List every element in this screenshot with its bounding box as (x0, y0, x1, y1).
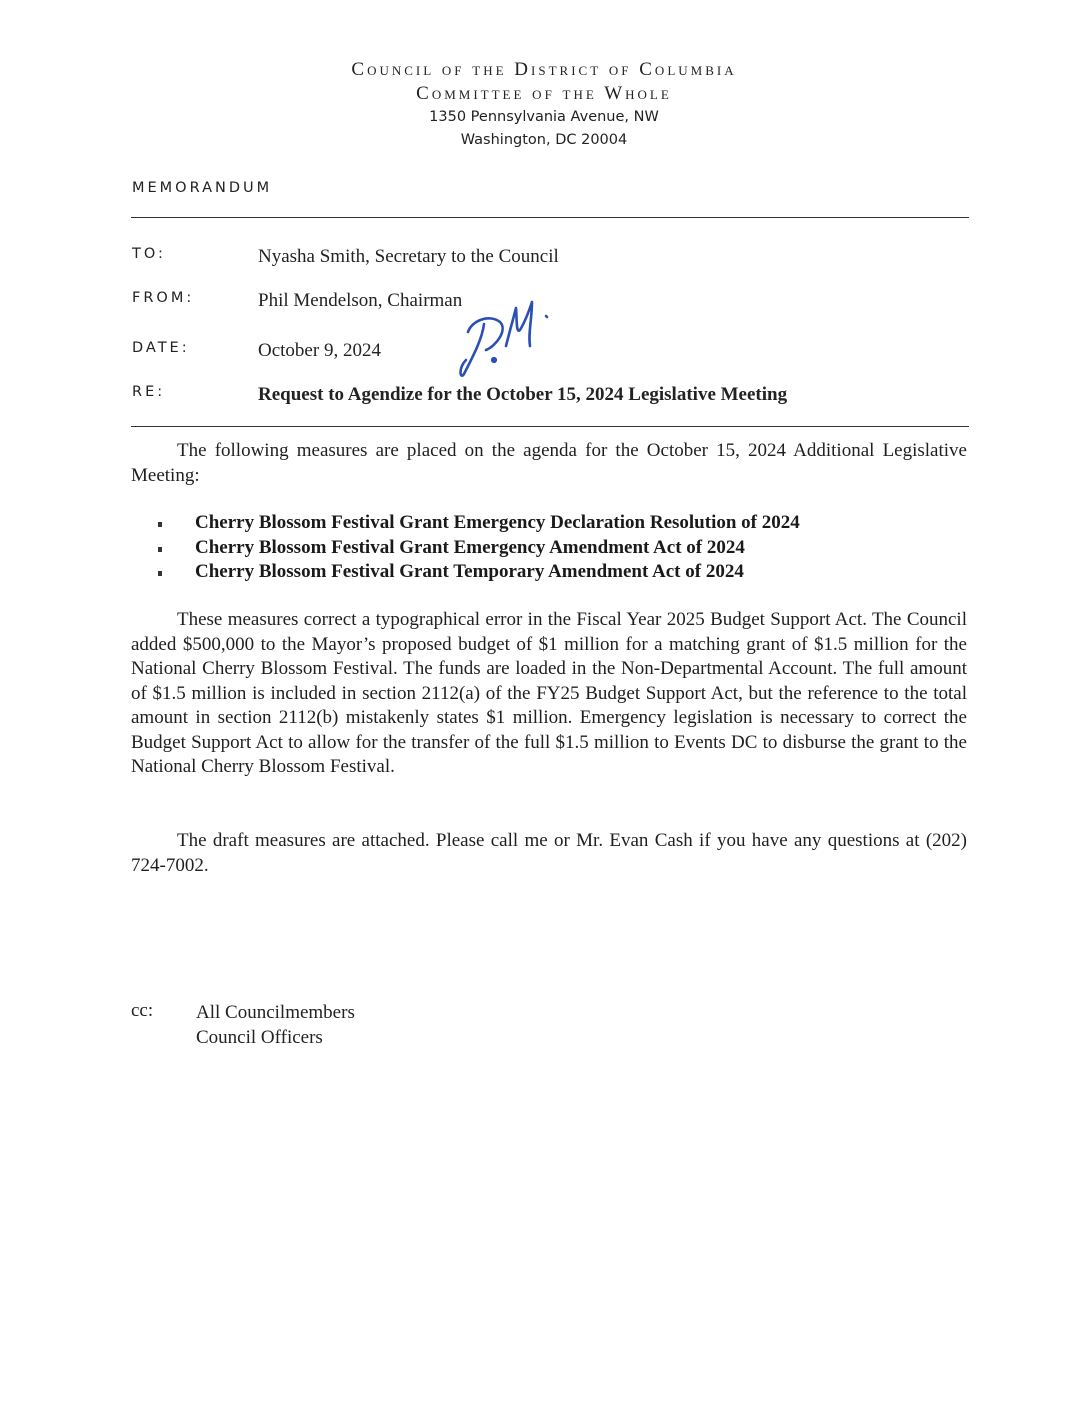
re-label: RE: (132, 384, 166, 400)
explanation-paragraph: These measures correct a typographical error in the Fiscal Year 2025 Budget Support Act. The Council added $500,000 to the Mayor’s proposed budget of $1 million for a matching grant of $1.5 million for the National Cherry Blossom Festival. The funds are loaded in the Non-Departmental Account. The full amount of $1.5 million is included in section 2112(a) of the FY25 Budget Support Act, but the reference to the total amount in section 2112(b) mistakenly states $1 million. Emergency legislation is necessary to correct the Budget Support Act to allow for the transfer of the full $1.5 million to Events DC to disburse the grant to the National Cherry Blossom Festival. (131, 609, 967, 777)
header-divider-bottom (131, 426, 969, 427)
committee-name: Committee of the Whole (416, 83, 672, 104)
cc-label: cc: (131, 1000, 154, 1021)
measure-title: Cherry Blossom Festival Grant Temporary Amendment Act of 2024 (195, 561, 744, 582)
measures-list (158, 511, 800, 585)
date-label: DATE: (132, 340, 190, 356)
council-name: Council of the District of Columbia (351, 59, 737, 80)
city-address: Washington, DC 20004 (460, 132, 628, 148)
contact-paragraph: The draft measures are attached. Please call me or Mr. Evan Cash if you have any questions at (202) 724-7002. (131, 830, 967, 876)
to-value: Nyasha Smith, Secretary to the Council (258, 246, 559, 267)
memorandum-label: MEMORANDUM (132, 180, 273, 196)
header-divider-top (131, 217, 969, 218)
handwritten-signature (450, 290, 560, 380)
measure-title: Cherry Blossom Festival Grant Emergency Amendment Act of 2024 (195, 536, 745, 558)
bullet-icon (158, 571, 162, 576)
intro-paragraph: The following measures are placed on the agenda for the October 15, 2024 Additional Legislative Meeting: (131, 440, 967, 486)
cc-recipient: Council Officers (196, 1027, 323, 1048)
to-label: TO: (132, 246, 166, 262)
cc-recipient: All Councilmembers (196, 1002, 355, 1023)
bullet-icon (158, 522, 162, 527)
measure-item (158, 511, 800, 536)
measure-item (158, 560, 800, 585)
date-value: October 9, 2024 (258, 340, 381, 361)
from-value: Phil Mendelson, Chairman (258, 290, 463, 311)
measure-title: Cherry Blossom Festival Grant Emergency Declaration Resolution of 2024 (195, 512, 800, 533)
letterhead (0, 58, 1088, 152)
cc-recipients (196, 1000, 355, 1050)
measure-item (158, 536, 800, 561)
re-subject: Request to Agendize for the October 15, 2024 Legislative Meeting (258, 384, 788, 405)
street-address: 1350 Pennsylvania Avenue, NW (429, 109, 659, 125)
from-label: FROM: (132, 290, 195, 306)
bullet-icon (158, 547, 162, 552)
